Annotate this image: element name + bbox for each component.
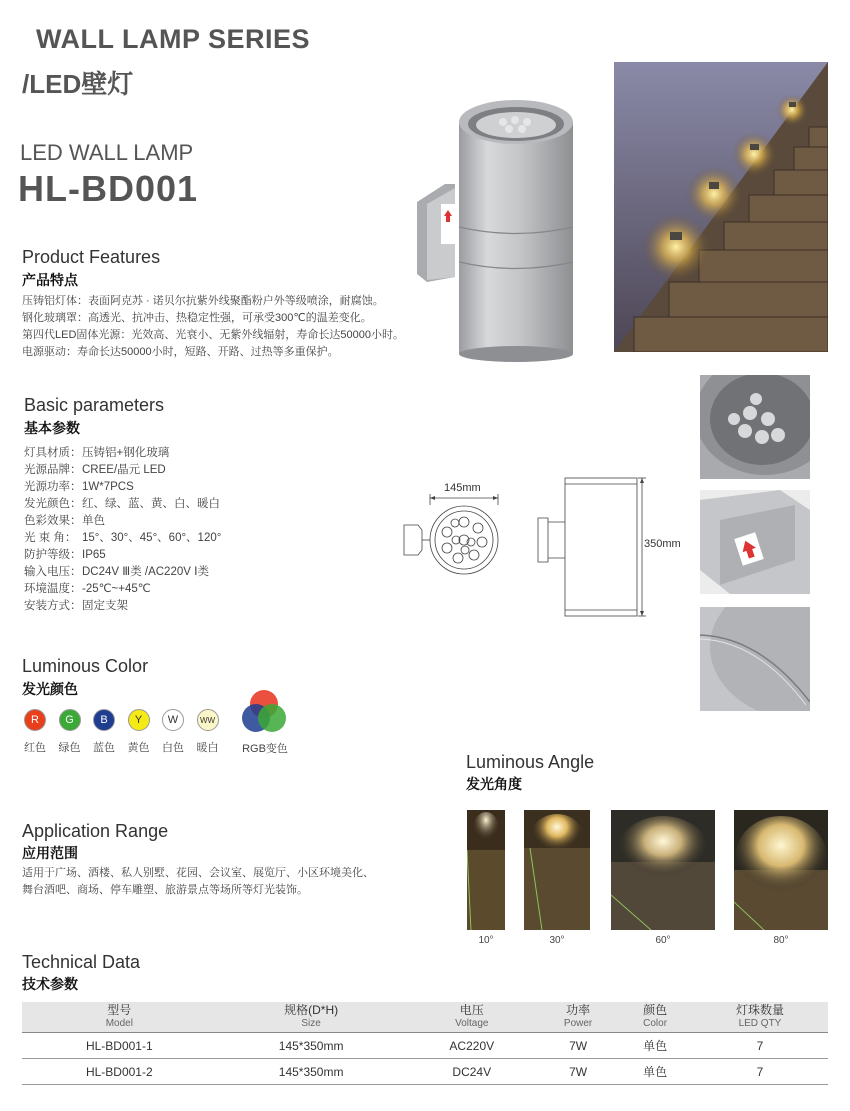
series-subtitle: /LED壁灯: [22, 69, 134, 99]
params-list: [24, 445, 221, 615]
installation-photo: [614, 62, 828, 352]
param-row: 光 束 角： 15°、30°、45°、60°、120°: [24, 532, 222, 544]
params-title-en: Basic parameters: [24, 395, 165, 415]
color-label: 白色: [162, 742, 184, 754]
detail-photo-lens: [700, 375, 810, 479]
model-code: HL-BD001: [18, 168, 199, 209]
color-swatch: WW: [197, 709, 219, 731]
color-option: [89, 709, 119, 755]
angle-label-80: 80°: [773, 935, 789, 946]
color-title-en: Luminous Color: [22, 656, 149, 676]
angle-title-cn: 发光角度: [466, 776, 522, 792]
param-row: 发光颜色：红、绿、蓝、黄、白、暖白: [24, 498, 220, 510]
param-row: 安装方式：固定支架: [24, 600, 128, 612]
color-option: [158, 709, 188, 755]
angle-title-en: Luminous Angle: [466, 752, 595, 772]
application-title-en: Application Range: [22, 821, 169, 841]
color-option: [20, 709, 50, 755]
param-row: 色彩效果：单色: [24, 515, 105, 527]
angle-photo-10: [467, 810, 505, 935]
rgb-icon: [240, 688, 288, 741]
application-text: [22, 865, 442, 899]
color-options: [20, 709, 223, 755]
param-row: 防护等级：IP65: [24, 549, 106, 561]
color-title-cn: 发光颜色: [22, 681, 78, 697]
width-dimension-label: 145mm: [444, 482, 481, 494]
tech-title-cn: 技术参数: [22, 976, 78, 992]
rgb-label: RGB变色: [242, 743, 288, 755]
application-line: 舞台酒吧、商场、停车雕塑、旅游景点等场所等灯光装饰。: [22, 884, 308, 896]
detail-photo-bracket: [700, 490, 810, 594]
color-label: 黄色: [127, 742, 150, 754]
color-label: 蓝色: [93, 742, 115, 754]
detail-photo-seam: [700, 607, 810, 711]
color-label: 暖白: [196, 742, 219, 754]
tech-table: [22, 1002, 828, 1085]
feature-line: 钢化玻璃罩：高透光、抗冲击、热稳定性强，可承受300℃的温差变化。: [22, 312, 372, 324]
color-label: 红色: [24, 742, 46, 754]
color-option: [193, 709, 223, 755]
color-swatch: R: [24, 709, 46, 731]
model-subtitle: LED WALL LAMP: [20, 140, 194, 165]
features-list: [22, 293, 442, 361]
dimension-drawing: [400, 470, 700, 625]
angle-photo-80: [734, 810, 828, 935]
feature-line: 压铸铝灯体：表面阿克苏 · 诺贝尔抗紫外线聚酯粉户外等级喷涂，耐腐蚀。: [22, 295, 384, 307]
angle-photo-60: [611, 810, 715, 935]
color-label: 绿色: [58, 742, 81, 754]
param-row: 光源功率：1W*7PCS: [24, 481, 134, 493]
application-line: 适用于广场、酒楼、私人别墅、花园、会议室、展览厅、小区环境美化、: [22, 867, 374, 879]
param-row: 光源品牌：CREE/晶元 LED: [24, 464, 166, 476]
application-title-cn: 应用范围: [22, 845, 78, 861]
features-title-cn: 产品特点: [22, 272, 78, 288]
color-swatch: B: [93, 709, 115, 731]
series-title: WALL LAMP SERIES: [36, 24, 311, 54]
feature-line: 电源驱动：寿命长达50000小时，短路、开路、过热等多重保护。: [22, 346, 339, 358]
header-power: 功率 Power: [538, 1002, 618, 1033]
features-title-en: Product Features: [22, 247, 161, 267]
color-swatch: G: [59, 709, 81, 731]
angle-photo-30: [524, 810, 590, 935]
param-row: 输入电压：DC24V Ⅲ类 /AC220V Ⅰ类: [24, 566, 210, 578]
tech-header-row: [22, 1002, 828, 1033]
header-led-qty: 灯珠数量 LED QTY: [692, 1002, 828, 1033]
color-swatch: W: [162, 709, 184, 731]
param-row: 灯具材质：压铸铝+钢化玻璃: [24, 447, 170, 459]
header-voltage: 电压 Voltage: [406, 1002, 538, 1033]
color-swatch: Y: [128, 709, 150, 731]
feature-line: 第四代LED固体光源：光效高、光衰小、无紫外线辐射，寿命长达50000小时。: [22, 329, 404, 341]
height-dimension-label: 350mm: [644, 538, 681, 550]
header-model: 型号 Model: [22, 1002, 217, 1033]
angle-label-60: 60°: [655, 935, 671, 946]
table-row: HL-BD001-2 145*350mm DC24V 7W 单色 7: [22, 1059, 828, 1085]
tech-title-en: Technical Data: [22, 952, 141, 972]
param-row: 环境温度：-25℃~+45℃: [24, 583, 151, 595]
params-title-cn: 基本参数: [24, 420, 80, 436]
header-color: 颜色 Color: [618, 1002, 692, 1033]
angle-label-30: 30°: [549, 935, 565, 946]
header-size: 规格(D*H) Size: [217, 1002, 406, 1033]
color-option: [55, 709, 85, 755]
table-row: HL-BD001-1 145*350mm AC220V 7W 单色 7: [22, 1033, 828, 1059]
color-option: [124, 709, 154, 755]
angle-label-10: 10°: [478, 935, 494, 946]
